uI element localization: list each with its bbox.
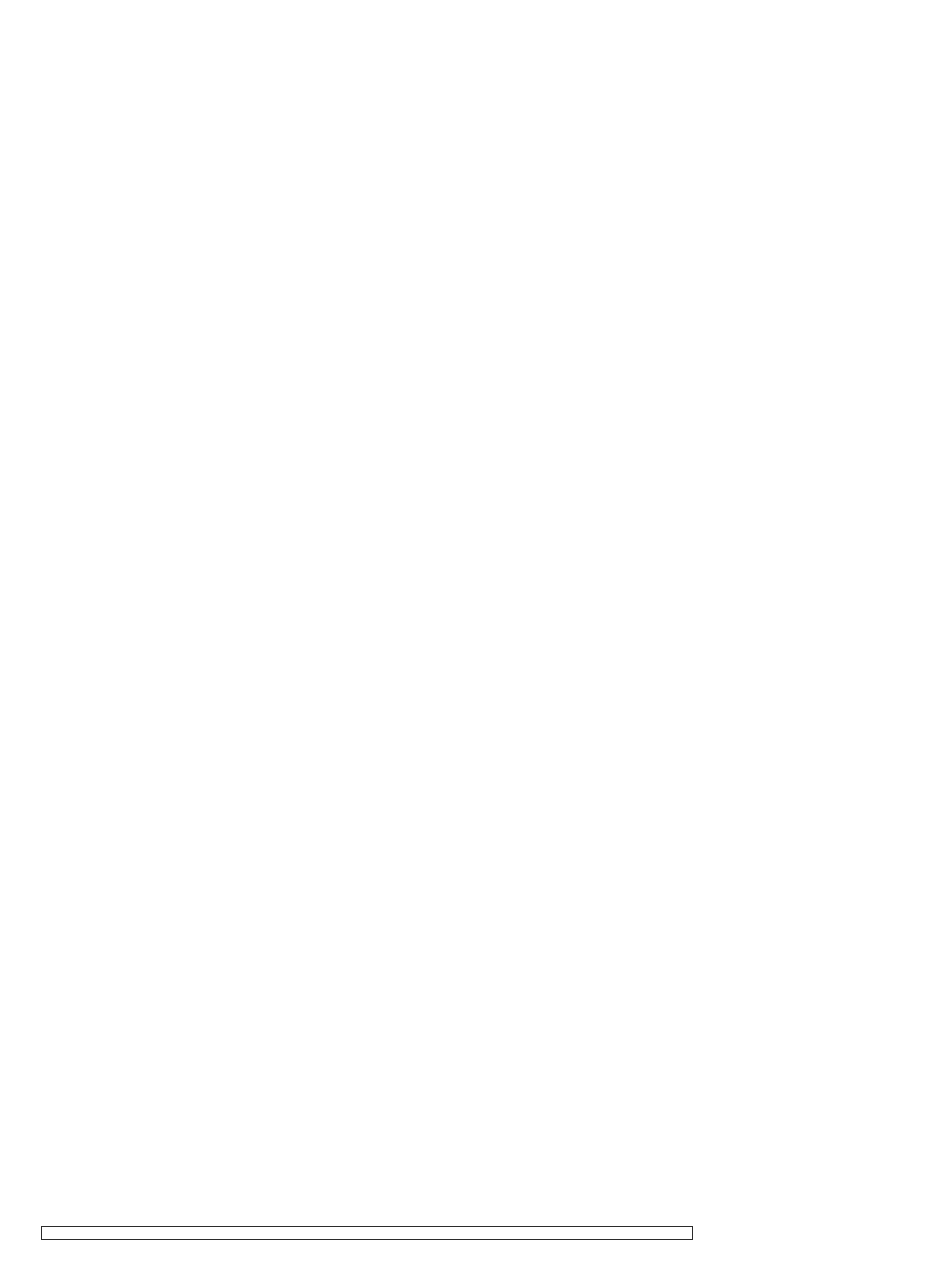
- bottom-empty-row: [41, 1226, 693, 1240]
